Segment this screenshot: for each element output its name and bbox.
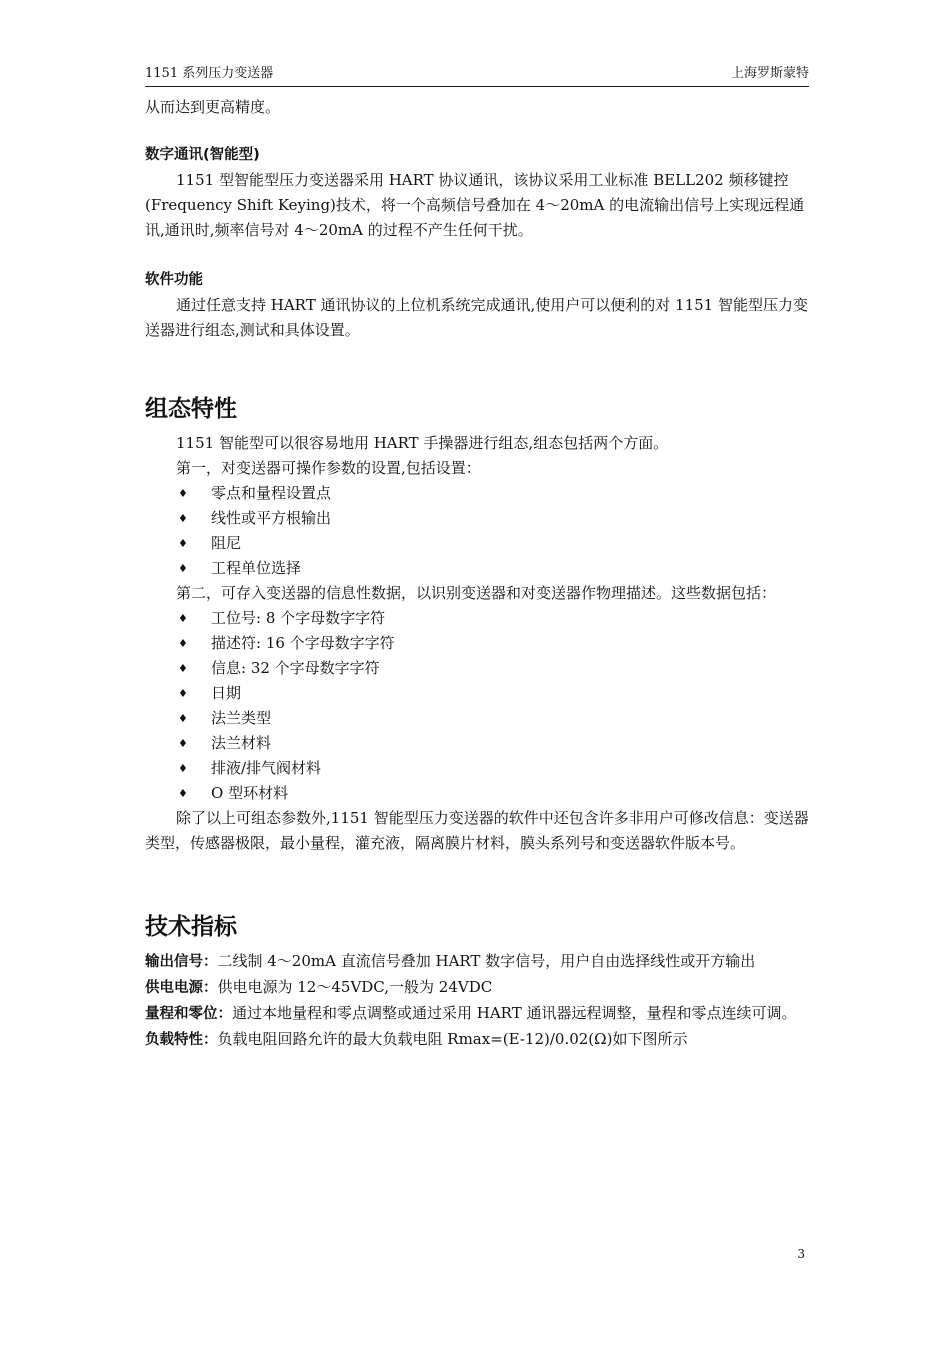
list-item: ♦ 零点和量程设置点 bbox=[145, 481, 809, 506]
bullet-diamond-icon: ♦ bbox=[178, 762, 188, 775]
list-item: ♦ 线性或平方根输出 bbox=[145, 506, 809, 531]
bullet-diamond-icon: ♦ bbox=[178, 787, 188, 800]
bullet-diamond-icon: ♦ bbox=[178, 487, 188, 500]
list-item: ♦ O 型环材料 bbox=[145, 781, 809, 806]
spec-label: 量程和零位： bbox=[145, 1006, 232, 1022]
spec-load: 负载特性：负载电阻回路允许的最大负载电阻 Rmax=(E-12)/0.02(Ω)如下图所示 bbox=[145, 1030, 688, 1048]
header-left: 1151 系列压力变送器 bbox=[145, 66, 274, 81]
bullet-diamond-icon: ♦ bbox=[178, 637, 188, 650]
bullet-diamond-icon: ♦ bbox=[178, 712, 188, 725]
bullet-diamond-icon: ♦ bbox=[178, 662, 188, 675]
header-right: 上海罗斯蒙特 bbox=[730, 66, 809, 81]
config-second-list bbox=[145, 606, 809, 806]
config-intro: 1151 智能型可以很容易地用 HART 手操器进行组态,组态包括两个方面。 bbox=[176, 434, 669, 452]
bullet-diamond-icon: ♦ bbox=[178, 687, 188, 700]
document-page bbox=[145, 62, 809, 1053]
bullet-diamond-icon: ♦ bbox=[178, 562, 188, 575]
page-number: 3 bbox=[797, 1247, 805, 1261]
specs-heading: 技术指标 bbox=[145, 914, 237, 940]
bullet-diamond-icon: ♦ bbox=[178, 737, 188, 750]
config-second: 第二，可存入变送器的信息性数据，以识别变送器和对变送器作物理描述。这些数据包括： bbox=[176, 584, 777, 602]
list-item: ♦ 法兰材料 bbox=[145, 731, 809, 756]
digital-comm-heading: 数字通讯(智能型) bbox=[145, 147, 260, 163]
list-item: ♦ 工程单位选择 bbox=[145, 556, 809, 581]
software-body: 通过任意支持 HART 通讯协议的上位机系统完成通讯,使用户可以便利的对 1151 智能型压力变送器进行组态,测试和具体设置。 bbox=[145, 296, 808, 339]
list-item: ♦ 工位号: 8 个字母数字字符 bbox=[145, 606, 809, 631]
list-item: ♦ 信息: 32 个字母数字字符 bbox=[145, 656, 809, 681]
running-header bbox=[145, 62, 809, 87]
bullet-diamond-icon: ♦ bbox=[178, 612, 188, 625]
spec-label: 供电电源： bbox=[145, 980, 218, 996]
list-item: ♦ 描述符: 16 个字母数字字符 bbox=[145, 631, 809, 656]
config-first: 第一，对变送器可操作参数的设置,包括设置： bbox=[176, 459, 481, 477]
spec-output: 输出信号：二线制 4～20mA 直流信号叠加 HART 数字信号，用户自由选择线性或开方输出 bbox=[145, 952, 756, 970]
intro-line: 从而达到更高精度。 bbox=[145, 98, 281, 116]
spec-power: 供电电源：供电电源为 12～45VDC,一般为 24VDC bbox=[145, 978, 493, 996]
bullet-diamond-icon: ♦ bbox=[178, 537, 188, 550]
digital-comm-body: 1151 型智能型压力变送器采用 HART 协议通讯，该协议采用工业标准 BELL202 频移键控(Frequency Shift Keying)技术，将一个高频信号叠加在 4～20mA 的电流输出信号上实现远程通讯,通讯时,频率信号对 4～20mA 的过程不产生任何干扰。 bbox=[145, 171, 805, 239]
config-first-list bbox=[145, 481, 809, 581]
config-closing: 除了以上可组态参数外,1151 智能型压力变送器的软件中还包含许多非用户可修改信息：变送器类型，传感器极限，最小量程，灌充液，隔离膜片材料，膜头系列号和变送器软件版本号。 bbox=[145, 809, 809, 852]
spec-label: 负载特性： bbox=[145, 1032, 218, 1048]
config-heading: 组态特性 bbox=[145, 396, 237, 422]
bullet-diamond-icon: ♦ bbox=[178, 512, 188, 525]
list-item: ♦ 排液/排气阀材料 bbox=[145, 756, 809, 781]
spec-range: 量程和零位：通过本地量程和零点调整或通过采用 HART 通讯器远程调整，量程和零点连续可调。 bbox=[145, 1004, 797, 1022]
list-item: ♦ 阻尼 bbox=[145, 531, 809, 556]
software-heading: 软件功能 bbox=[145, 272, 203, 288]
list-item: ♦ 法兰类型 bbox=[145, 706, 809, 731]
spec-label: 输出信号： bbox=[145, 954, 218, 970]
list-item: ♦ 日期 bbox=[145, 681, 809, 706]
